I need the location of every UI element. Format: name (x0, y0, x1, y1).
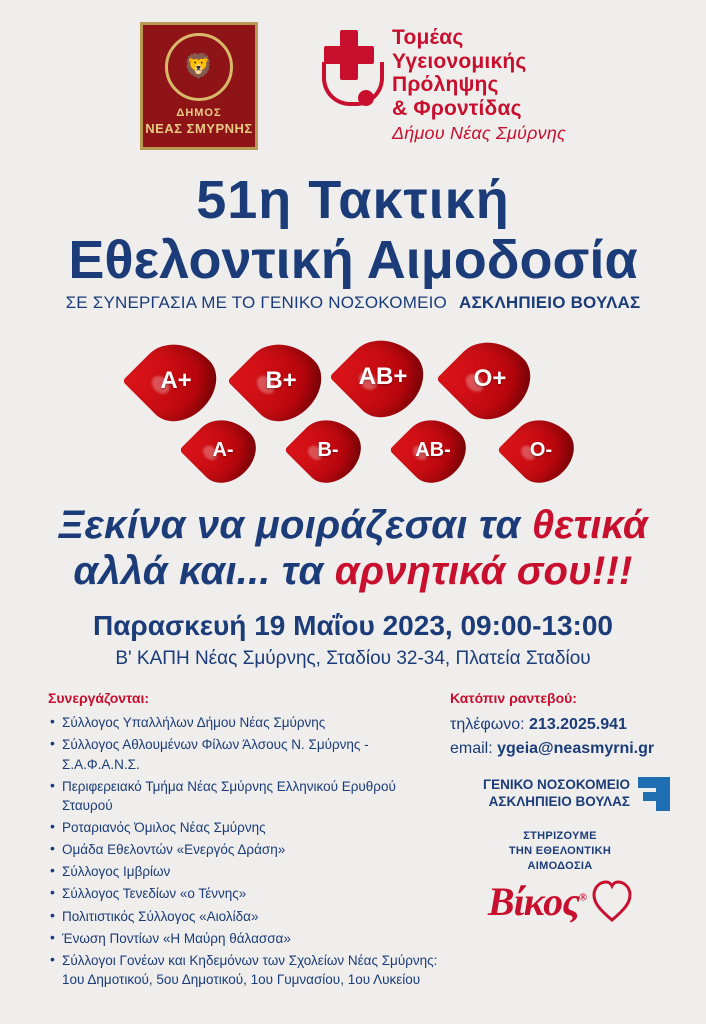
subtitle-row (0, 293, 706, 313)
subtitle-cooperation: ΣΕ ΣΥΝΕΡΓΑΣΙΑ ΜΕ ΤΟ ΓΕΝΙΚΟ ΝΟΣΟΚΟΜΕΙΟ (65, 293, 447, 312)
sponsor-block (450, 829, 670, 925)
sponsor-brand-name (488, 878, 586, 925)
health-logo-line4: & Φροντίδας (392, 96, 522, 120)
blood-type-label: B- (317, 438, 339, 461)
contact-phone-value[interactable]: 213.2025.941 (529, 716, 627, 734)
municipality-logo-line1: ΔΗΜΟΣ (176, 107, 222, 119)
list-item: • Σύλλογος Υπαλλήλων Δήμου Νέας Σμύρνης (48, 713, 438, 732)
footer-columns (0, 690, 706, 992)
blood-drop-icon (192, 419, 254, 481)
sponsor-support-line1: ΣΤΗΡΙΖΟΥΜΕ (523, 830, 597, 843)
contact-heading: Κατόπιν ραντεβού: (450, 690, 577, 707)
slogan-line2-highlight: αρνητικά σου!!! (334, 548, 633, 593)
sponsor-brand-text: Βίκος (487, 878, 579, 924)
hospital-line1: ΓΕΝΙΚΟ ΝΟΣΟΚΟΜΕΙΟ (483, 777, 630, 793)
sponsor-brand-row (450, 878, 670, 925)
hospital-line2: ΑΣΚΛΗΠΙΕΙΟ ΒΟΥΛΑΣ (488, 794, 630, 810)
health-logo-line3: Πρόληψης (392, 73, 499, 97)
blood-type-label: O+ (473, 365, 507, 392)
contact-email-row (450, 737, 670, 761)
blood-type-label: AB+ (358, 363, 408, 390)
hospital-logo-text (450, 777, 630, 811)
sponsor-support-line3: ΑΙΜΟΔΟΣΙΑ (527, 859, 593, 872)
list-item: • Πολιτιστικός Σύλλογος «Αιολίδα» (48, 907, 438, 926)
health-logo-line2: Υγειονομικής (392, 49, 527, 73)
list-item-line1: Σύλλογοι Γονέων και Κηδεμόνων των Σχολείων Νέας Σμύρνης: (62, 952, 438, 968)
slogan-line-1 (0, 503, 706, 549)
contact-email-label: email: (450, 740, 498, 758)
list-item-line2: 1ου Δημοτικού, 5ου Δημοτικού, 1ου Γυμνασίου, 1ου Λυκείου (62, 972, 421, 988)
list-item: • Ροταριανός Όμιλος Νέας Σμύρνης (48, 818, 438, 837)
event-venue: Β' ΚΑΠΗ Νέας Σμύρνης, Σταδίου 32-34, Πλατεία Σταδίου (115, 648, 591, 670)
partners-list (48, 713, 438, 989)
contact-column (450, 690, 670, 992)
event-datetime: Παρασκευή 19 Μαΐου 2023, 09:00-13:00 (92, 610, 614, 642)
blood-type-label: A+ (160, 367, 192, 394)
municipality-logo (140, 22, 258, 150)
contact-phone-label: τηλέφωνο: (450, 716, 530, 734)
blood-drop-icon (297, 419, 359, 481)
slogan-line-2 (0, 549, 706, 595)
blood-type-label: O- (529, 438, 553, 461)
hospital-mark-icon (638, 777, 670, 811)
blood-drop-icon (243, 343, 319, 419)
sponsor-support-line2: ΤΗΝ ΕΘΕΛΟΝΤΙΚΗ (508, 845, 612, 858)
list-item: • Σύλλογος Τενεδίων «ο Τέννης» (48, 884, 438, 903)
page-title-line1: 51η Τακτική (196, 170, 510, 230)
health-department-logo (318, 22, 566, 143)
title-block (0, 172, 706, 313)
slogan-line1-highlight: θετικά (531, 503, 648, 547)
header-logos (0, 0, 706, 150)
health-logo-line5: Δήμου Νέας Σμύρνης (392, 123, 566, 144)
list-item (48, 951, 438, 989)
slogan-line2-text: αλλά και... τα (73, 548, 335, 593)
list-item: • Περιφερειακό Τμήμα Νέας Σμύρνης Ελληνικού Ερυθρού Σταυρού (48, 777, 438, 815)
partners-heading: Συνεργάζονται: (48, 690, 150, 707)
slogan-line1-text: Ξεκίνα να μοιράζεσαι τα (58, 503, 532, 547)
health-logo-line1: Τομέας (392, 26, 464, 49)
blood-type-label: AB- (415, 438, 451, 461)
municipality-seal-icon (165, 33, 233, 101)
lion-emblem-icon: 🦁 (183, 53, 215, 80)
registered-mark-icon: ® (578, 891, 587, 904)
sponsor-support-text (450, 829, 670, 874)
blood-drop-icon (452, 341, 528, 417)
list-item: • Ένωση Ποντίων «Η Μαύρη θάλασσα» (48, 929, 438, 948)
subtitle-hospital: ΑΣΚΛΗΠΙΕΙΟ ΒΟΥΛΑΣ (458, 293, 641, 312)
heart-icon (592, 879, 632, 923)
partners-column (48, 690, 438, 992)
contact-phone-row (450, 713, 670, 737)
blood-type-label: B+ (265, 367, 297, 394)
page-title-line2: Εθελοντική Αιμοδοσία (68, 229, 638, 290)
list-item: • Ομάδα Εθελοντών «Ενεργός Δράση» (48, 840, 438, 859)
list-item: • Σύλλογος Ιμβρίων (48, 862, 438, 881)
contact-email-value[interactable]: ygeia@neasmyrni.gr (497, 740, 655, 758)
municipality-logo-text (145, 107, 252, 137)
blood-drop-icon (510, 419, 572, 481)
blood-type-label: A- (212, 438, 234, 461)
medical-cross-stethoscope-icon (318, 26, 382, 104)
hospital-logo (450, 777, 670, 811)
blood-drop-icon (402, 419, 464, 481)
municipality-logo-line2: ΝΕΑΣ ΣΜΥΡΝΗΣ (145, 120, 253, 136)
blood-type-drops (0, 339, 706, 489)
health-department-text (392, 26, 566, 143)
list-item: • Σύλλογος Αθλουμένων Φίλων Άλσους Ν. Σμύρνης - Σ.Α.Φ.Α.Ν.Σ. (48, 735, 438, 773)
blood-drop-icon (138, 343, 214, 419)
slogan-block (0, 503, 706, 594)
blood-drop-icon (345, 339, 421, 415)
